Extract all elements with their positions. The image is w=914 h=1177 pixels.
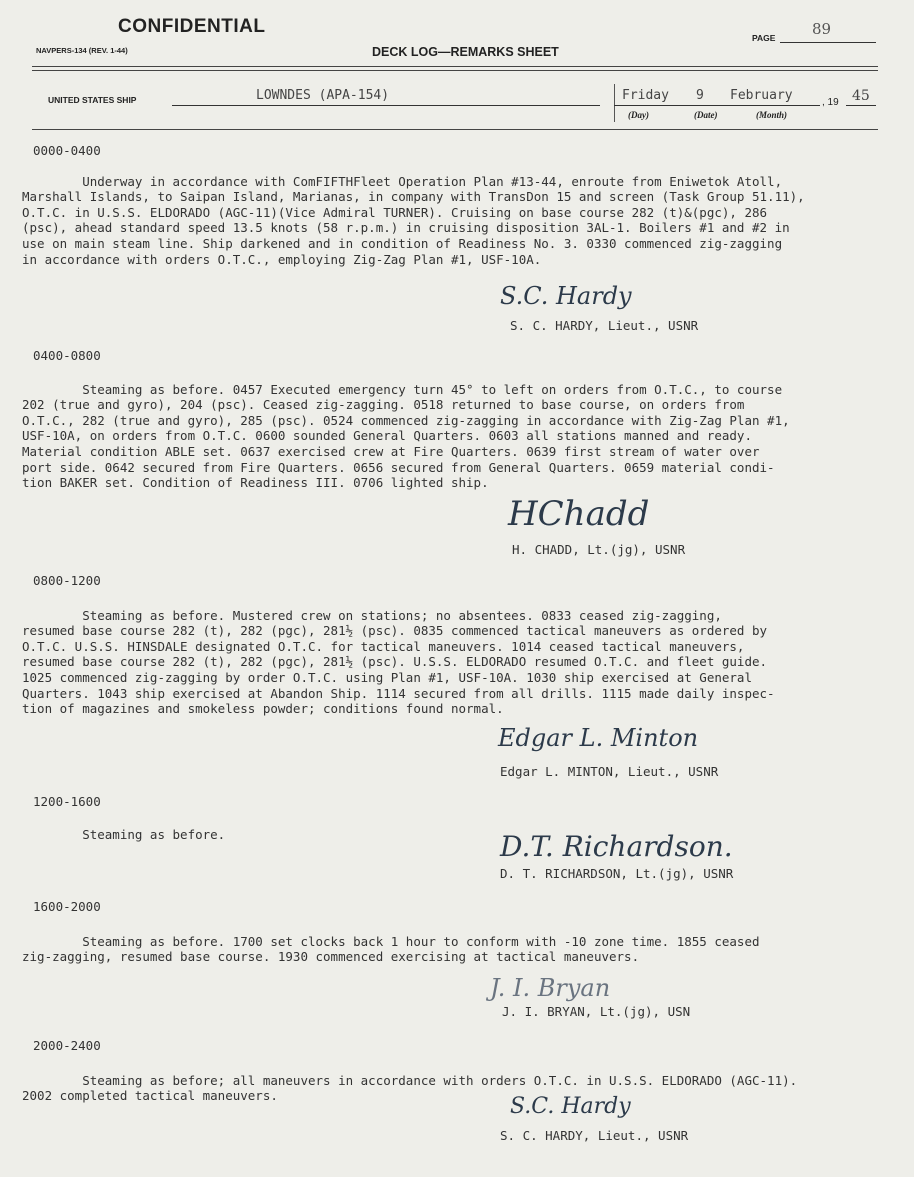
watch-remarks: Steaming as before. Mustered crew on stations; no absentees. 0833 ceased zig-zagging, resumed base course 282 (t), 282 (pgc), 281½ (psc). 0835 commenced tactical maneuvers as ordered by O.T.C. U.S.S. HINSDALE designated O.T.C. for tactical maneuvers. 1014 ceased tactical maneuvers, resumed base course 282 (t), 282 (pgc), 281½ (psc). U.S.S. ELDORADO resumed O.T.C. and fleet guide. 1025 commenced zig-zagging by order O.T.C. using Plan #1, USF-10A. 1030 ship exercised at General Quarters. 1043 ship exercised at Abandon Ship. 1114 secured from all drills. 1115 made daily inspec- tion of magazines and smokeless powder; conditions found normal. xyxy=(22,607,775,717)
signature-name: J. I. BRYAN, Lt.(jg), USN xyxy=(502,1004,691,1019)
page-number: 89 xyxy=(812,20,832,38)
year-value: 45 xyxy=(852,88,870,104)
watch-header: 0000-0400 xyxy=(33,143,101,158)
signature-script: HChadd xyxy=(508,494,650,534)
date-caption: (Date) xyxy=(694,110,718,120)
ship-block-rule xyxy=(32,129,878,130)
signature-script: S.C. Hardy xyxy=(500,282,632,310)
date-divider xyxy=(614,84,615,122)
date-line xyxy=(614,105,820,106)
watch-header: 0400-0800 xyxy=(33,348,101,363)
classification-label: CONFIDENTIAL xyxy=(118,16,266,37)
page-label: PAGE xyxy=(752,33,776,43)
month-value: February xyxy=(730,88,793,103)
year-prefix: , 19 xyxy=(822,97,839,108)
watch-remarks: Steaming as before. 0457 Executed emergency turn 45° to left on orders from O.T.C., to course 202 (true and gyro), 204 (psc). Ceased zig-zagging. 0518 returned to base course, on orders from O.T.C., 282 (true and gyro), 285 (psc). 0524 commenced zig-zagging in accordance with Zig-Zag Plan #1, USF-10A, on orders from O.T.C. 0600 sounded General Quarters. 0603 all stations manned and ready. Material condition ABLE set. 0637 exercised crew at Fire Quarters. 0639 first stream of water over port side. 0642 secured from Fire Quarters. 0656 secured from General Quarters. 0659 material condi- tion BAKER set. Condition of Readiness III. 0706 lighted ship. xyxy=(22,381,790,491)
watch-remarks: Steaming as before. xyxy=(22,826,226,842)
watch-remarks: Steaming as before; all maneuvers in accordance with orders O.T.C. in U.S.S. ELDORADO (AGC-11). 2002 completed tactical maneuvers. xyxy=(22,1072,798,1104)
signature-name: S. C. HARDY, Lieut., USNR xyxy=(510,318,699,333)
form-number: NAVPERS-134 (REV. 1-44) xyxy=(36,46,128,55)
watch-header: 2000-2400 xyxy=(33,1038,101,1053)
date-value: 9 xyxy=(696,88,704,103)
signature-name: S. C. HARDY, Lieut., USNR xyxy=(500,1128,689,1143)
day-value: Friday xyxy=(622,88,669,103)
signature-name: D. T. RICHARDSON, Lt.(jg), USNR xyxy=(500,866,734,881)
page-line xyxy=(780,42,876,43)
header-rule-top xyxy=(32,66,878,67)
watch-header: 1200-1600 xyxy=(33,794,101,809)
ship-name: LOWNDES (APA-154) xyxy=(256,88,390,103)
year-line xyxy=(846,105,876,106)
day-caption: (Day) xyxy=(628,110,649,120)
month-caption: (Month) xyxy=(756,110,788,120)
watch-remarks: Underway in accordance with ComFIFTHFleet Operation Plan #13-44, enroute from Eniwetok Atoll, Marshall Islands, to Saipan Island, Marianas, in company with TransDon 15 and screen (Task Group 51.11), O.T.C. in U.S.S. ELDORADO (AGC-11)(Vice Admiral TURNER). Cruising on base course 282 (t)&(pgc), 286 (psc), ahead standard speed 13.5 knots (58 r.p.m.) in cruising disposition 3AL-1. Boilers #1 and #2 in use on main steam line. Ship darkened and in condition of Readiness No. 3. 0330 commenced zig-zagging in accordance with orders O.T.C., employing Zig-Zag Plan #1, USF-10A. xyxy=(22,173,805,267)
header-rule-bottom xyxy=(32,70,878,71)
watch-header: 1600-2000 xyxy=(33,899,101,914)
signature-script: D.T. Richardson. xyxy=(500,830,733,863)
signature-name: H. CHADD, Lt.(jg), USNR xyxy=(512,542,686,557)
watch-header: 0800-1200 xyxy=(33,573,101,588)
sheet-title: DECK LOG—REMARKS SHEET xyxy=(372,45,559,59)
watch-remarks: Steaming as before. 1700 set clocks back 1 hour to conform with -10 zone time. 1855 ceased zig-zagging, resumed base course. 1930 commenced exercising at tactical maneuvers. xyxy=(22,933,760,965)
signature-script: J. I. Bryan xyxy=(490,974,611,1002)
ship-label: UNITED STATES SHIP xyxy=(48,95,137,105)
signature-script: Edgar L. Minton xyxy=(498,724,699,752)
signature-name: Edgar L. MINTON, Lieut., USNR xyxy=(500,764,719,779)
ship-line xyxy=(172,105,600,106)
signature-script: S.C. Hardy xyxy=(510,1094,631,1119)
